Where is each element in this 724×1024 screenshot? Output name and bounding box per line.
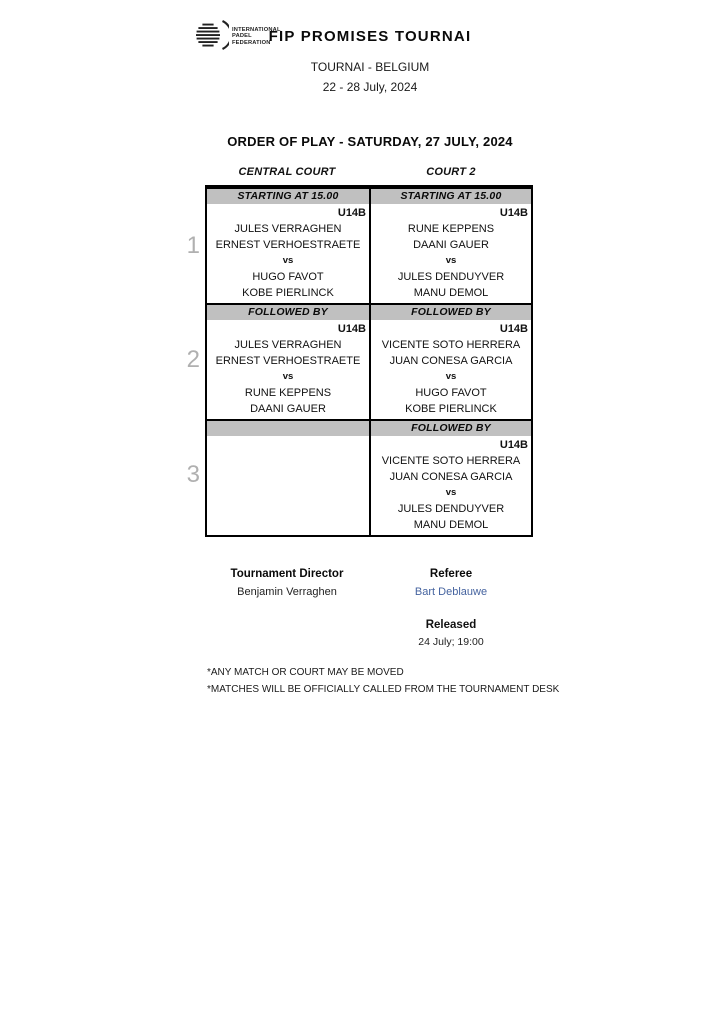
officials-section [205,568,533,598]
match-cell [207,189,369,303]
court-header-central: CENTRAL COURT [238,166,336,178]
slot-band: FOLLOWED BY [371,305,531,320]
player-name: VICENTE SOTO HERRERA [381,455,521,467]
slot-band: STARTING AT 15.00 [207,189,369,204]
player-name: KOBE PIERLINCK [242,287,334,299]
player-name [207,501,369,517]
event-location: TOURNAI - BELGIUM [310,60,430,74]
vs-label: vs [282,371,294,382]
slot-band: STARTING AT 15.00 [371,189,531,204]
slot-band [207,421,369,436]
row-number-1: 1 [186,232,200,259]
category-label: U14B [499,207,528,219]
match-cell [207,305,369,419]
vs-label: vs [445,487,457,498]
player-name: RUNE KEPPENS [407,223,495,235]
order-of-play-table [205,185,533,537]
player-name: JUAN CONESA GARCIA [389,355,513,367]
logo-line: PADEL [232,33,252,40]
player-name: MANU DEMOL [413,287,489,299]
logo-line: INTERNATIONAL [232,26,281,33]
referee-name-link[interactable]: Bart Deblauwe [414,586,488,598]
match-cell [369,421,531,535]
released-value: 24 July; 19:00 [418,636,484,648]
court-headers [205,166,533,178]
released-label: Released [425,619,477,631]
category-label: U14B [337,323,366,335]
player-name [207,469,369,485]
row-number-2: 2 [186,346,200,373]
player-name: HUGO FAVOT [415,387,487,399]
player-name: VICENTE SOTO HERRERA [381,339,521,351]
category-label: U14B [499,323,528,335]
order-of-play-title: ORDER OF PLAY - SATURDAY, 27 JULY, 2024 [227,134,513,149]
match-cell [369,305,531,419]
vs-label [207,485,369,501]
match-row-2 [207,303,531,419]
footnote-tournament-desk: *MATCHES WILL BE OFFICIALLY CALLED FROM THE TOURNAMENT DESK [207,684,560,695]
vs-label: vs [445,371,457,382]
player-name [207,517,369,533]
court-header-2: COURT 2 [426,166,476,178]
referee-block [369,568,533,598]
footnote-match-moved: *ANY MATCH OR COURT MAY BE MOVED [207,667,404,678]
tournament-director-label: Tournament Director [230,568,344,580]
player-name: DAANI GAUER [413,239,489,251]
player-name: JULES DENDUYVER [397,503,505,515]
player-name: MANU DEMOL [413,519,489,531]
match-cell [369,189,531,303]
player-name: RUNE KEPPENS [244,387,332,399]
released-block [369,619,533,648]
slot-band: FOLLOWED BY [207,305,369,320]
player-name: JULES VERRAGHEN [234,339,342,351]
player-name: ERNEST VERHOESTRAETE [215,355,361,367]
category-label: U14B [499,439,528,451]
vs-label: vs [445,255,457,266]
match-row-3 [207,419,531,535]
player-name: JULES DENDUYVER [397,271,505,283]
player-name: JULES VERRAGHEN [234,223,342,235]
player-name: ERNEST VERHOESTRAETE [215,239,361,251]
category-label [207,437,369,453]
player-name: HUGO FAVOT [252,271,324,283]
event-title: FIP PROMISES TOURNAI [268,28,472,45]
tournament-director-block [205,568,369,598]
match-cell-empty [207,421,369,535]
player-name: KOBE PIERLINCK [405,403,497,415]
player-name: JUAN CONESA GARCIA [389,471,513,483]
vs-label: vs [282,255,294,266]
player-name [207,453,369,469]
event-header [205,28,535,94]
player-name: DAANI GAUER [250,403,326,415]
row-number-3: 3 [186,461,200,488]
logo-line: FEDERATION [232,39,271,46]
footnotes [207,664,559,698]
referee-label: Referee [429,568,473,580]
category-label: U14B [337,207,366,219]
event-dates: 22 - 28 July, 2024 [322,80,418,94]
slot-band: FOLLOWED BY [371,421,531,436]
match-row-1 [207,189,531,303]
tournament-director-name: Benjamin Verraghen [237,586,337,598]
